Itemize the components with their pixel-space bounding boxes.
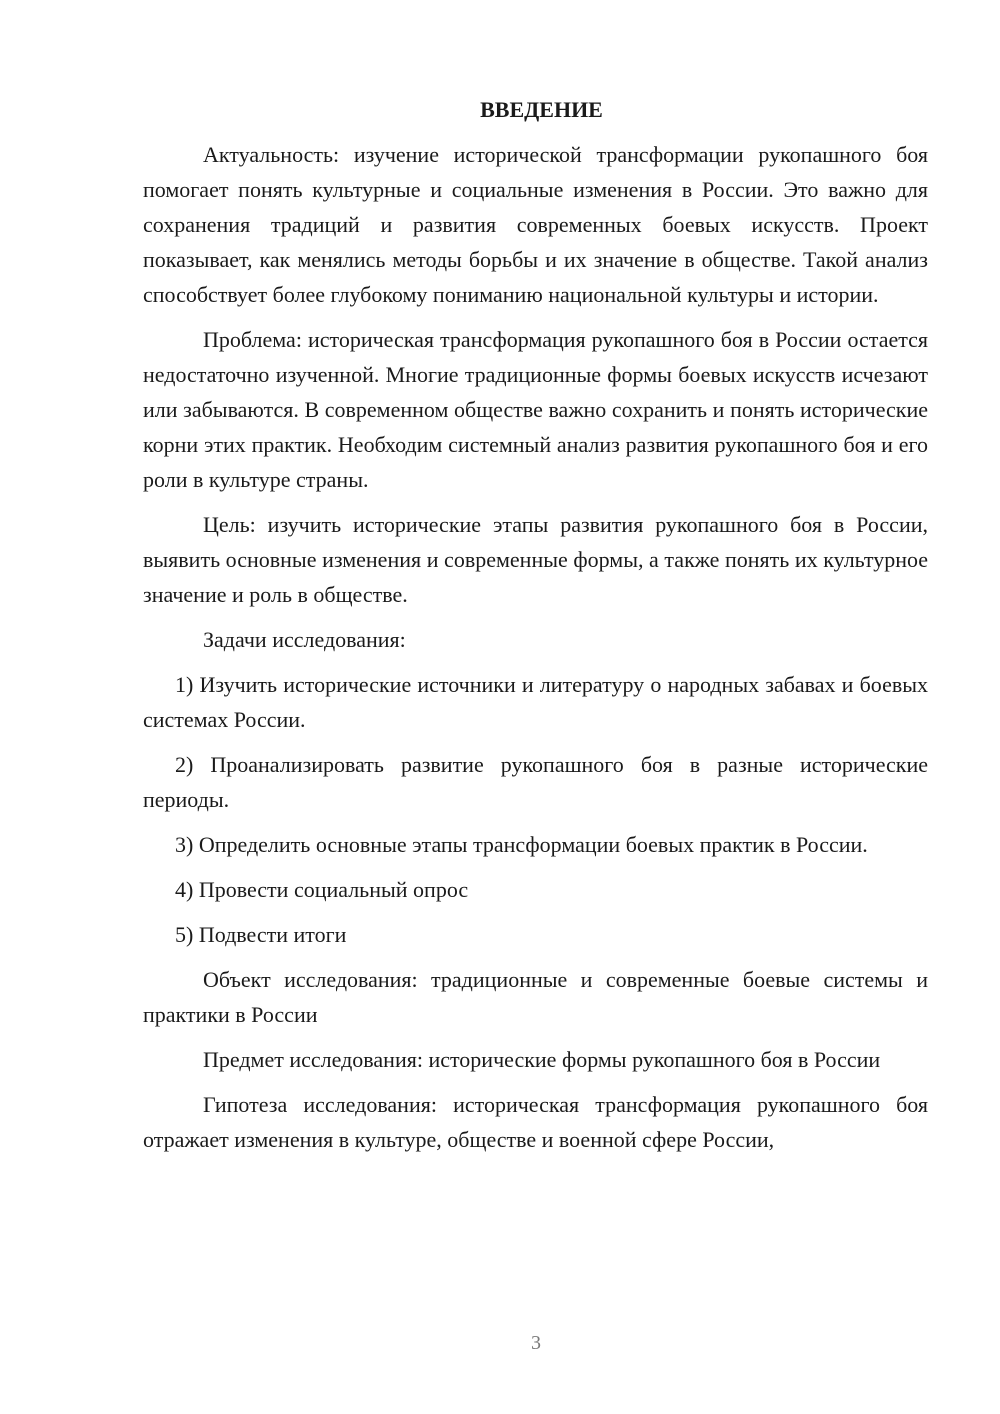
tasks-heading: Задачи исследования: — [203, 627, 406, 652]
task-item: 2) Проанализировать развитие рукопашного боя в разные исторические периоды. — [143, 752, 928, 812]
page-content — [143, 92, 928, 1167]
section-heading: ВВЕДЕНИЕ — [480, 97, 603, 122]
subject-paragraph: Предмет исследования: исторические формы рукопашного боя в России — [203, 1047, 881, 1072]
object-paragraph: Объект исследования: традиционные и современные боевые системы и практики в России — [143, 967, 928, 1027]
task-item: 1) Изучить исторические источники и литературу о народных забавах и боевых системах России. — [143, 672, 928, 732]
page-number: 3 — [531, 1332, 541, 1354]
relevance-paragraph: Актуальность: изучение исторической трансформации рукопашного боя помогает понять культурные и социальные изменения в России. Это важно для сохранения традиций и развития современных боевых искусств. Проект показывает, как менялись методы борьбы и их значение в обществе. Такой анализ способствует более глубокому пониманию национальной культуры и истории. — [143, 142, 928, 307]
task-item: 4) Провести социальный опрос — [175, 877, 469, 902]
goal-paragraph: Цель: изучить исторические этапы развития рукопашного боя в России, выявить основные изменения и современные формы, а также понять их культурное значение и роль в обществе. — [143, 512, 928, 607]
problem-paragraph: Проблема: историческая трансформация рукопашного боя в России остается недостаточно изученной. Многие традиционные формы боевых искусств исчезают или забываются. В современном обществе важно сохранить и понять исторические корни этих практик. Необходим системный анализ развития рукопашного боя и его роли в культуре страны. — [143, 327, 928, 492]
hypothesis-paragraph: Гипотеза исследования: историческая трансформация рукопашного боя отражает изменения в культуре, обществе и военной сфере России, — [143, 1092, 928, 1152]
task-item: 3) Определить основные этапы трансформации боевых практик в России. — [175, 832, 868, 857]
task-item: 5) Подвести итоги — [175, 922, 347, 947]
